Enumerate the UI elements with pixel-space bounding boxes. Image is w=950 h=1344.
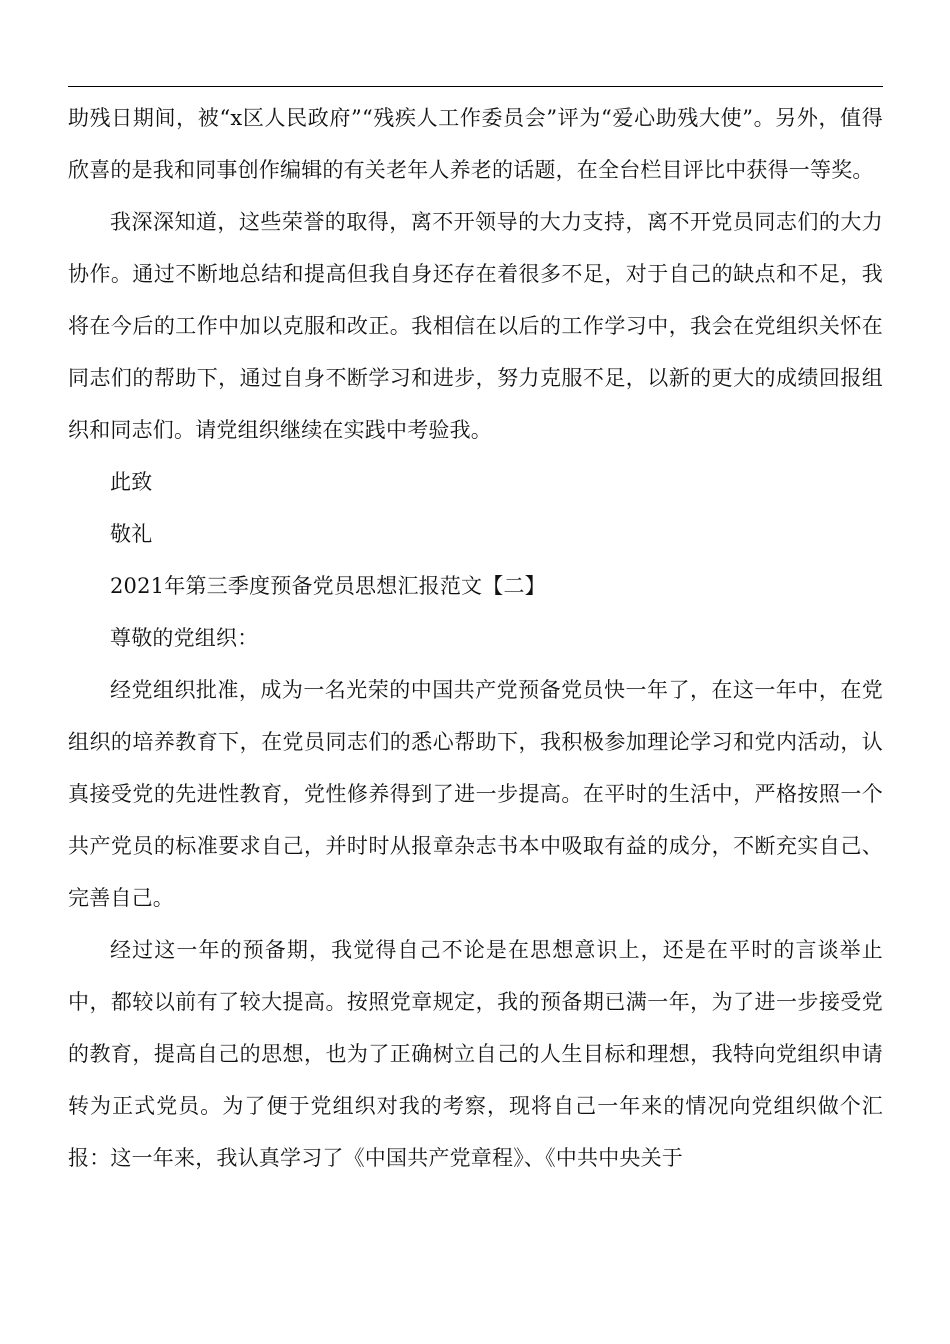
document-body (68, 92, 883, 1184)
paragraph-continued: 助残日期间，被“x区人民政府”“残疾人工作委员会”评为“爱心助残大使”。另外，值得欣喜的是我和同事创作编辑的有关老年人养老的话题，在全台栏目评比中获得一等奖。 (68, 106, 883, 182)
paragraph-probation: 经过这一年的预备期，我觉得自己不论是在思想意识上，还是在平时的言谈举止中，都较以前有了较大提高。按照党章规定，我的预备期已满一年，为了进一步接受党的教育，提高自己的思想，也为了正确树立自己的人生目标和理想，我特向党组织申请转为正式党员。为了便于党组织对我的考察，现将自己一年来的情况向党组织做个汇报：这一年来，我认真学习了《中国共产党章程》、《中共中央关于 (68, 938, 883, 1170)
paragraph-intro: 经党组织批准，成为一名光荣的中国共产党预备党员快一年了，在这一年中，在党组织的培养教育下，在党员同志们的悉心帮助下，我积极参加理论学习和党内活动，认真接受党的先进性教育，党性修养得到了进一步提高。在平时的生活中，严格按照一个共产党员的标准要求自己，并时时从报章杂志书本中吸取有益的成分，不断充实自己、完善自己。 (68, 678, 883, 910)
header-rule (68, 86, 883, 87)
section-title: 2021年第三季度预备党员思想汇报范文【二】 (110, 574, 546, 598)
paragraph-honors: 我深深知道，这些荣誉的取得，离不开领导的大力支持，离不开党员同志们的大力协作。通过不断地总结和提高但我自身还存在着很多不足，对于自己的缺点和不足，我将在今后的工作中加以克服和改正。我相信在以后的工作学习中，我会在党组织关怀在同志们的帮助下，通过自身不断学习和进步，努力克服不足，以新的更大的成绩回报组织和同志们。请党组织继续在实践中考验我。 (68, 210, 883, 442)
closing-regards: 敬礼 (110, 522, 153, 546)
closing-salutation: 此致 (110, 470, 153, 494)
greeting: 尊敬的党组织： (110, 626, 259, 650)
